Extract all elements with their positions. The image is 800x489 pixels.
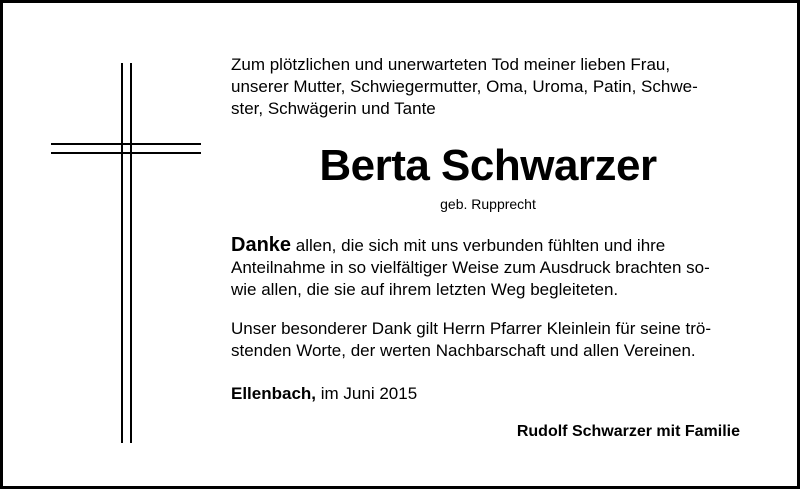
thanks-line: Anteilnahme in so vielfältiger Weise zum Ausdruck brachten so- bbox=[231, 258, 710, 277]
cross-horizontal-line-top bbox=[51, 143, 201, 145]
place: Ellenbach, bbox=[231, 384, 317, 403]
cross-vertical-line-left bbox=[121, 63, 123, 443]
cross-vertical-line-right bbox=[130, 63, 132, 443]
thanks-line: wie allen, die sie auf ihrem letzten Weg begleiteten. bbox=[231, 280, 619, 299]
thanks-paragraph bbox=[231, 234, 745, 301]
thanks-line-text: allen, die sich mit uns verbunden fühlten und ihre bbox=[291, 236, 666, 255]
special-thanks-line: stenden Worte, der werten Nachbarschaft und allen Vereinen. bbox=[231, 341, 696, 360]
date: im Juni 2015 bbox=[316, 384, 418, 403]
cross-icon bbox=[51, 63, 201, 443]
signature: Rudolf Schwarzer mit Familie bbox=[516, 423, 740, 440]
thanks-line bbox=[231, 234, 745, 257]
birth-name: geb. Rupprecht bbox=[440, 196, 536, 212]
place-date bbox=[231, 383, 745, 405]
deceased-name: Berta Schwarzer bbox=[319, 141, 657, 190]
thanks-lead: Danke bbox=[231, 234, 292, 256]
intro-line: ster, Schwägerin und Tante bbox=[231, 99, 436, 118]
cross-horizontal-line-bottom bbox=[51, 152, 201, 154]
intro-line: unserer Mutter, Schwiegermutter, Oma, Uroma, Patin, Schwe- bbox=[231, 77, 698, 96]
special-thanks-paragraph bbox=[231, 318, 745, 362]
special-thanks-line: Unser besonderer Dank gilt Herrn Pfarrer Kleinlein für seine trö- bbox=[231, 319, 711, 338]
intro-text bbox=[231, 54, 745, 120]
intro-line: Zum plötzlichen und unerwarteten Tod meiner lieben Frau, bbox=[231, 55, 671, 74]
